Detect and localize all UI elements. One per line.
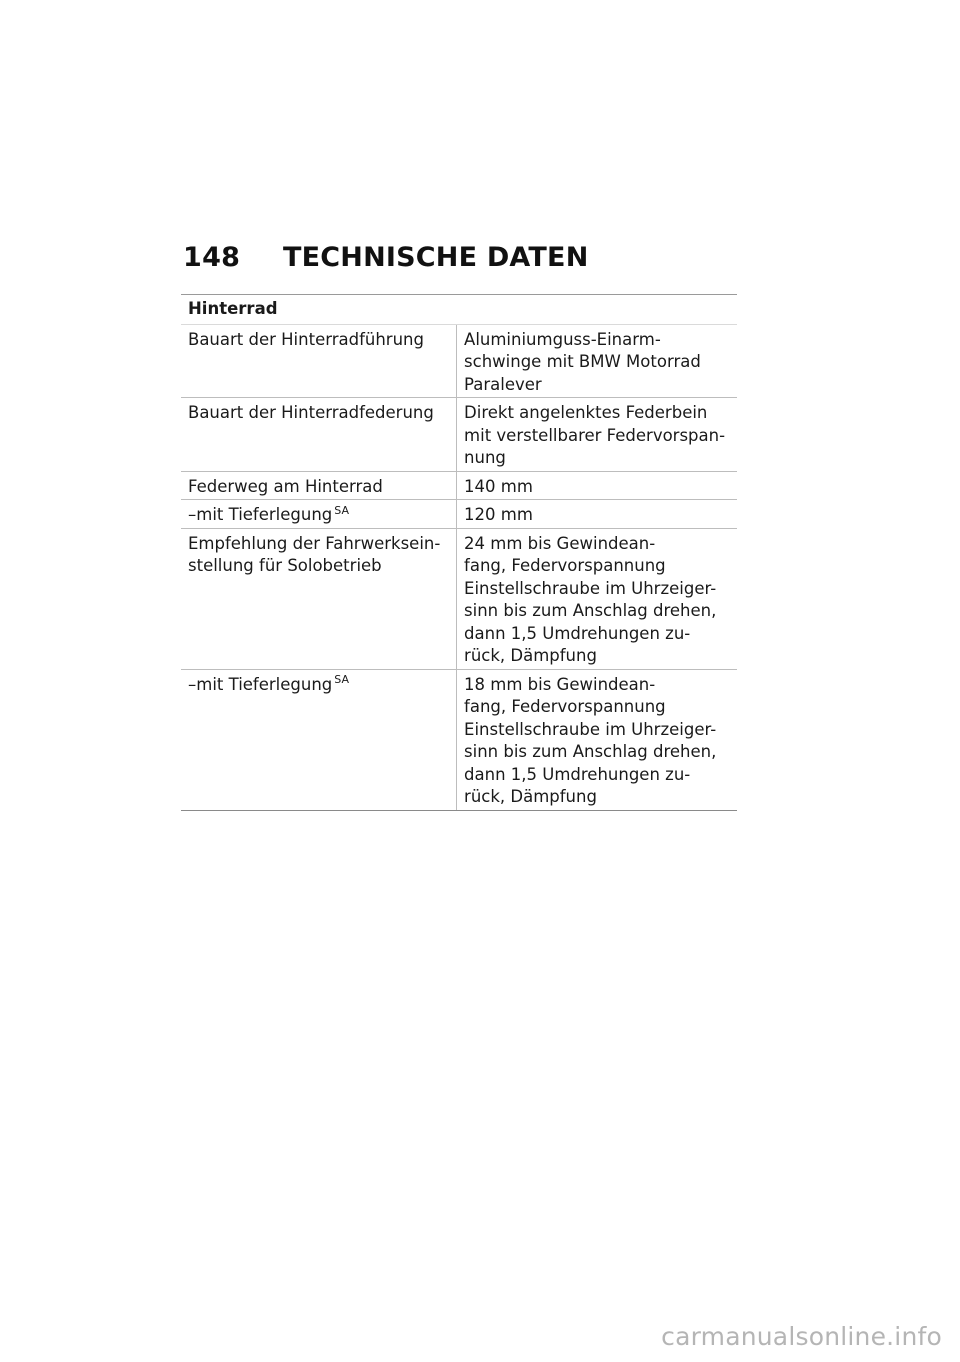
value-line: 120 mm [464, 505, 533, 524]
row-label [181, 471, 457, 500]
label-line: –mit Tieferlegung [188, 674, 333, 694]
table-row [181, 471, 737, 500]
value-line: Aluminiumguss-Einarm- [464, 329, 661, 349]
table-section-row [181, 295, 737, 325]
row-label [181, 528, 457, 669]
value-line: schwinge mit BMW Motorrad [464, 352, 701, 371]
value-line: mit verstellbarer Federvorspan- [464, 425, 726, 445]
value-line: Paralever [464, 374, 542, 394]
row-value [457, 669, 737, 810]
label-line: Bauart der Hinterradfederung [188, 403, 434, 422]
value-line: sinn bis zum Anschlag drehen, [464, 601, 717, 620]
table-row [181, 669, 737, 810]
row-label [181, 669, 457, 810]
table-row [181, 324, 737, 398]
spec-table [181, 294, 737, 811]
value-line: Einstellschraube im Uhrzeiger- [464, 719, 717, 739]
value-line: rück, Dämpfung [464, 787, 597, 806]
row-value [457, 471, 737, 500]
value-line: fang, Federvorspannung [464, 697, 666, 716]
label-line: –mit Tieferlegung [188, 505, 333, 524]
row-label [181, 398, 457, 472]
value-line: nung [464, 448, 506, 467]
section-heading: Hinterrad [181, 295, 737, 325]
table-row [181, 528, 737, 669]
option-superscript: SA [334, 503, 349, 517]
label-line: Empfehlung der Fahrwerksein- [188, 533, 441, 553]
row-value [457, 528, 737, 669]
value-line: Einstellschraube im Uhrzeiger- [464, 578, 717, 598]
label-line: stellung für Solobetrieb [188, 556, 382, 575]
value-line: 24 mm bis Gewindean- [464, 533, 656, 553]
row-value [457, 398, 737, 472]
value-line: sinn bis zum Anschlag drehen, [464, 742, 717, 761]
label-line: Bauart der Hinterradführung [188, 329, 424, 349]
value-line: dann 1,5 Umdrehungen zu- [464, 764, 691, 784]
page-title: TECHNISCHE DATEN [283, 242, 589, 273]
row-label [181, 500, 457, 529]
value-line: 140 mm [464, 476, 533, 496]
table-row [181, 500, 737, 529]
row-value [457, 324, 737, 398]
page-header [183, 242, 589, 273]
value-line: rück, Dämpfung [464, 646, 597, 665]
page-number: 148 [183, 242, 241, 273]
value-line: dann 1,5 Umdrehungen zu- [464, 623, 691, 643]
value-line: 18 mm bis Gewindean- [464, 674, 656, 694]
label-line: Federweg am Hinterrad [188, 476, 383, 496]
watermark: carmanualsonline.info [661, 1322, 942, 1351]
row-label [181, 324, 457, 398]
value-line: fang, Federvorspannung [464, 556, 666, 575]
value-line: Direkt angelenktes Federbein [464, 403, 708, 422]
table-row [181, 398, 737, 472]
row-value [457, 500, 737, 529]
option-superscript: SA [334, 673, 349, 686]
